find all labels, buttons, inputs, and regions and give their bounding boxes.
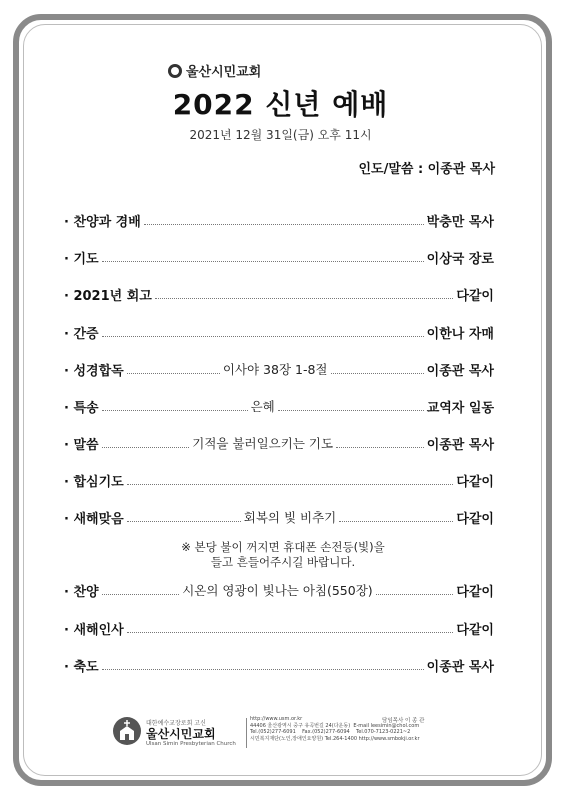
- church-name: 울산시민교회: [186, 65, 262, 80]
- dot-leader: [102, 669, 424, 670]
- program-item-person: 다같이: [456, 288, 494, 304]
- program-item: [64, 618, 494, 638]
- program-item-person: 다같이: [456, 584, 494, 600]
- footer-denomination: 대한예수교장로회 고신: [146, 720, 206, 727]
- program-item-name: · 2021년 회고: [64, 288, 152, 304]
- service-leader: 인도/말씀 : 이종관 목사: [358, 162, 495, 177]
- dot-leader: [278, 410, 424, 411]
- service-datetime: 2021년 12월 31일(금) 오후 11시: [189, 128, 372, 142]
- program-item-detail: 기적을 불러일으키는 기도: [192, 436, 334, 451]
- dot-leader: [102, 594, 180, 595]
- program-item-person: 다같이: [456, 511, 494, 527]
- dot-leader: [339, 521, 453, 522]
- page-title: 2022 신년 예배: [172, 88, 389, 121]
- dot-leader: [127, 373, 220, 374]
- dot-leader: [376, 594, 454, 595]
- program-item: [64, 433, 494, 453]
- program-item-name: · 축도: [64, 659, 99, 675]
- program-item-detail: 은혜: [250, 399, 275, 414]
- dot-leader: [127, 484, 454, 485]
- program-item-name: · 특송: [64, 400, 99, 416]
- footer-divider: [246, 718, 247, 748]
- dot-leader: [331, 373, 424, 374]
- program-item: [64, 322, 494, 342]
- program-item: [64, 507, 494, 527]
- program-item-detail: 이사야 38장 1-8절: [222, 362, 328, 377]
- program-item: [64, 284, 494, 304]
- program-item-name: · 새해인사: [64, 622, 124, 638]
- footer: [112, 716, 452, 756]
- program-item: [64, 247, 494, 267]
- dot-leader: [102, 410, 248, 411]
- program-item-detail: 회복의 빛 비추기: [243, 510, 337, 525]
- flashlight-note: [158, 540, 408, 570]
- dot-leader: [127, 521, 241, 522]
- program-item: [64, 210, 494, 230]
- program-item-person: 이종관 목사: [426, 363, 494, 379]
- program-item-detail: 시온의 영광이 빛나는 아침(550장): [182, 583, 373, 598]
- program-item-name: · 기도: [64, 251, 99, 267]
- program-item-person: 교역자 일동: [426, 400, 495, 416]
- program-item-person: 다같이: [456, 622, 494, 638]
- program-item-person: 이한나 자매: [426, 326, 494, 342]
- footer-church-name-en: Ulsan Simin Presbyterian Church: [146, 741, 236, 747]
- church-logo-icon: [168, 64, 182, 78]
- dot-leader: [102, 447, 190, 448]
- header-logo: [168, 61, 261, 80]
- dot-leader: [144, 224, 424, 225]
- program-item: [64, 359, 494, 379]
- program-item: [64, 580, 494, 600]
- program-item-name: · 성경합독: [64, 363, 124, 379]
- footer-pastor: 담임목사 이 종 관: [382, 718, 425, 724]
- program-item: [64, 396, 494, 416]
- dot-leader: [102, 336, 424, 337]
- program-item-person: 이종관 목사: [426, 659, 494, 675]
- dot-leader: [127, 632, 454, 633]
- program-item-person: 박충만 목사: [426, 214, 494, 230]
- footer-contact-info: http://www.usm.or.kr 44406 울산광역시 중구 유곡번길 24(다운동) E-mail leesimin@chol.com Tel.(052)277-6091 Fax.(052)277-6094 Tel.070-7123-0221~2 시민복지재단(노인,장애인요양원) Tel.264-1400 http://www.smbokji.or.kr: [250, 716, 420, 742]
- dot-leader: [336, 447, 424, 448]
- program-item-name: · 간증: [64, 326, 99, 342]
- program-item-name: · 말씀: [64, 437, 99, 453]
- dot-leader: [155, 298, 453, 299]
- program-item-person: 이상국 장로: [426, 251, 494, 267]
- program-item-name: · 새해맞음: [64, 511, 124, 527]
- program-item-name: · 찬양과 경배: [64, 214, 141, 230]
- dot-leader: [102, 261, 424, 262]
- note-line-1: ※ 본당 불이 꺼지면 휴대폰 손전등(빛)을: [181, 540, 385, 554]
- note-line-2: 들고 흔들어주시길 바랍니다.: [210, 555, 356, 569]
- program-item: [64, 655, 494, 675]
- program-item-name: · 합심기도: [64, 474, 124, 490]
- program-item: [64, 470, 494, 490]
- program-item-person: 다같이: [456, 474, 494, 490]
- program-item-name: · 찬양: [64, 584, 99, 600]
- program-item-person: 이종관 목사: [426, 437, 495, 453]
- footer-church-name: 울산시민교회: [146, 727, 216, 741]
- church-emblem-icon: [112, 716, 142, 746]
